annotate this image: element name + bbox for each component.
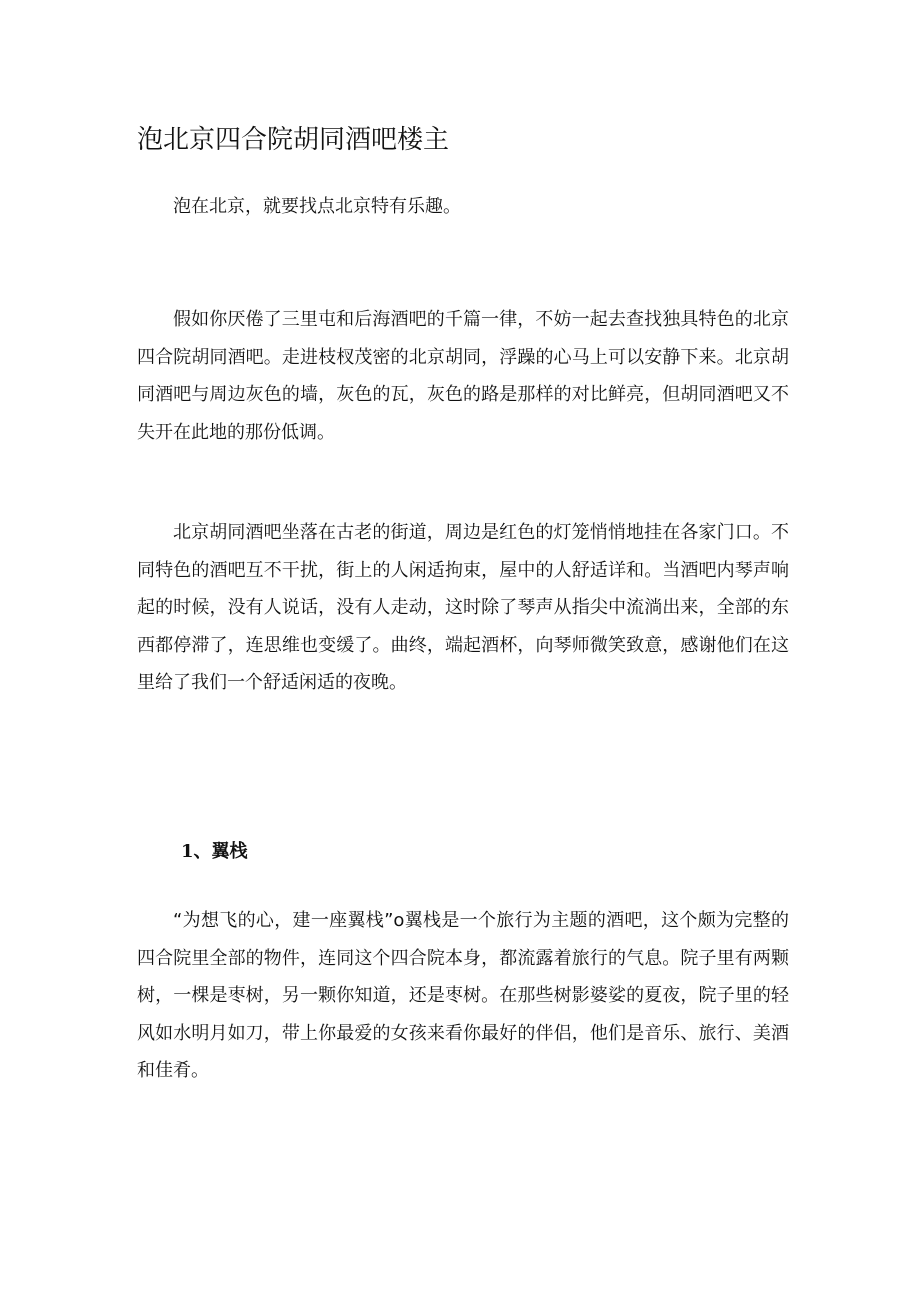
document-title: 泡北京四合院胡同酒吧楼主 [137, 125, 450, 155]
body-paragraph: 假如你厌倦了三里屯和后海酒吧的千篇一律，不妨一起去查找独具特色的北京四合院胡同酒吧。走进枝杈茂密的北京胡同，浮躁的心马上可以安静下来。北京胡同酒吧与周边灰色的墙，灰色的瓦，灰色的路是那样的对比鲜亮，但胡同酒吧又不失开在此地的那份低调。 [137, 309, 789, 443]
section-heading: 1、翼栈 [181, 841, 248, 862]
body-paragraph: 北京胡同酒吧坐落在古老的街道，周边是红色的灯笼悄悄地挂在各家门口。不同特色的酒吧互不干扰，街上的人闲适拘束，屋中的人舒适详和。当酒吧内琴声响起的时候，没有人说话，没有人走动，这时除了琴声从指尖中流淌出来，全部的东西都停滞了，连思维也变缓了。曲终，端起酒杯，向琴师微笑致意，感谢他们在这里给了我们一个舒适闲适的夜晚。 [137, 522, 789, 693]
section-paragraph: “为想飞的心，建一座翼栈”o翼栈是一个旅行为主题的酒吧，这个颇为完整的四合院里全部的物件，连同这个四合院本身，都流露着旅行的气息。院子里有两颗树，一棵是枣树，另一颗你知道，还是枣树。在那些树影婆娑的夏夜，院子里的轻风如水明月如刀，带上你最爱的女孩来看你最好的伴侣，他们是音乐、旅行、美酒和佳肴。 [137, 910, 789, 1081]
lead-paragraph: 泡在北京，就要找点北京特有乐趣。 [173, 196, 461, 217]
